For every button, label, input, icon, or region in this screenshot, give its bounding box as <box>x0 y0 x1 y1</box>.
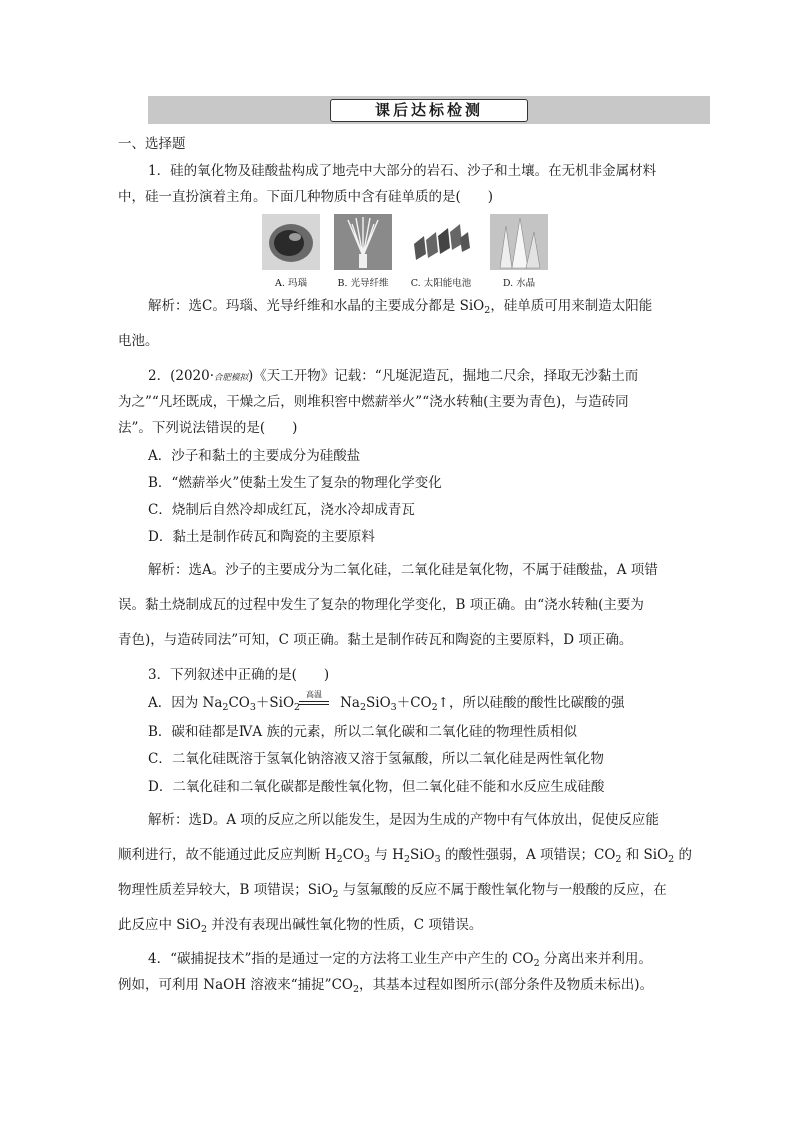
q3-stem: 3．下列叙述中正确的是( ) <box>148 667 330 683</box>
q2-stem-line1: 2．(2020·合肥模拟)《天工开物》记载：“凡埏泥造瓦，掘地二尺余，择取无沙黏土而 <box>148 368 639 384</box>
q4-stem-line1: 4．“碳捕捉技术”指的是通过一定的方法将工业生产中产生的 $CO_2$ 分离出来并利用。 <box>148 951 652 969</box>
q1-figure <box>262 214 562 292</box>
q2-answer-line1: 解析：选A。沙子的主要成分为二氧化硅，二氧化硅是氧化物，不属于硅酸盐，A 项错 <box>148 562 658 578</box>
q3-option-d: D．二氧化硅和二氧化碳都是酸性氧化物，但二氧化硅不能和水反应生成硅酸 <box>148 779 605 795</box>
solar-cell-image <box>410 214 468 270</box>
q4-stem-line2: 例如，可利用 NaOH 溶液来“捕捉$”CO_2$，其基本过程如图所示(部分条件及物质未标出)。 <box>118 977 654 995</box>
q2-stem-line2: 为之”“凡坯既成，干燥之后，则堆积窖中燃薪举火”“浇水转釉(主要为青色)，与造砖同 <box>118 394 629 410</box>
q2-option-a: A．沙子和黏土的主要成分为硅酸盐 <box>148 448 361 464</box>
reaction-arrow-icon <box>299 701 329 705</box>
q2-answer-line3: 青色)，与造砖同法”可知，C 项正确。黏土是制作砖瓦和陶瓷的主要原料，D 项正确。 <box>118 632 633 648</box>
q2-option-d: D．黏土是制作砖瓦和陶瓷的主要原料 <box>148 529 375 545</box>
q3-option-b: B．碳和硅都是ⅣA 族的元素，所以二氧化碳和二氧化硅的物理性质相似 <box>148 724 577 740</box>
q3-option-c: C．二氧化硅既溶于氢氧化钠溶液又溶于氢氟酸，所以二氧化硅是两性氧化物 <box>148 751 604 767</box>
caption-b: B. 光导纤维 <box>337 278 389 289</box>
q3-option-a: A．因为 $Na_2CO_3+SiO_2$ $Na_2SiO_3+CO_2↑$，所以硅酸的酸性比碳酸的强 <box>148 695 625 713</box>
optical-fiber-image <box>334 214 392 270</box>
caption-c: C. 太阳能电池 <box>410 278 472 289</box>
q2-stem-line3: 法”。下列说法错误的是( ) <box>118 420 298 436</box>
q1-answer-line2: 电池。 <box>118 333 159 349</box>
q3-answer-line2: 顺利进行，故不能通过此反应判断 $H_2CO_3$ 与 $H_2SiO_3$ 的酸性强弱，A 项错误；$CO_2$ 和 SiO$_2$ 的 <box>118 847 693 865</box>
q2-option-c: C．烧制后自然冷却成红瓦，浇水冷却成青瓦 <box>148 502 415 518</box>
q2-answer-line2: 误。黏土烧制成瓦的过程中发生了复杂的物理化学变化，B 项正确。由“浇水转釉(主要为 <box>118 597 644 613</box>
q1-answer-line1: 解析：选C。玛瑙、光导纤维和水晶的主要成分都是 SiO$_2$，硅单质可用来制造太阳能 <box>148 298 653 316</box>
q1-stem-line1: 1．硅的氧化物及硅酸盐构成了地壳中大部分的岩石、沙子和土壤。在无机非金属材料 <box>148 163 657 179</box>
q3-answer-line4: 此反应中 SiO$_2$ 并没有表现出碱性氧化物的性质，C 项错误。 <box>118 917 483 935</box>
agate-image <box>262 214 320 270</box>
page-title: 课后达标检测 <box>330 99 528 122</box>
caption-d: D. 水晶 <box>502 278 536 289</box>
q3-answer-line3: 物理性质差异较大，B 项错误；SiO$_2$ 与氢氟酸的反应不属于酸性氧化物与一般酸的反应，在 <box>118 882 667 900</box>
section-title: 一、选择题 <box>118 136 186 152</box>
reaction-condition: 高温 <box>306 690 322 699</box>
q1-stem-line2: 中，硅一直扮演着主角。下面几种物质中含有硅单质的是( ) <box>118 189 494 205</box>
caption-a: A. 玛瑙 <box>275 278 307 289</box>
q3-answer-line1: 解析：选D。A 项的反应之所以能发生，是因为生成的产物中有气体放出，促使反应能 <box>148 812 659 828</box>
crystal-image <box>490 214 548 270</box>
q2-option-b: B．“燃薪举火”使黏土发生了复杂的物理化学变化 <box>148 475 442 491</box>
